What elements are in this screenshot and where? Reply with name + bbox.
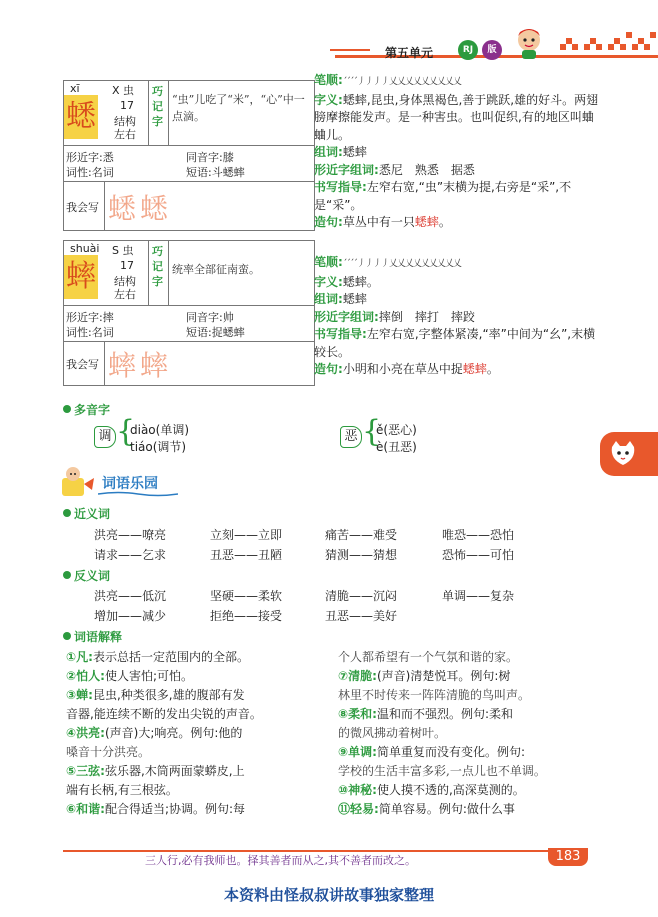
write-practice: 蟀蟀 bbox=[108, 349, 173, 382]
synonym-pair: 丑恶——丑陋 bbox=[210, 548, 283, 562]
poly-reading: ě(恶心) bbox=[376, 423, 417, 437]
duanyu: 短语:捉蟋蟀 bbox=[186, 326, 245, 339]
synonyms-heading: 近义词 bbox=[63, 505, 110, 522]
garden-mascot-icon bbox=[58, 464, 98, 500]
big-char: 蟀 bbox=[64, 255, 98, 299]
poly-char-diao: 调 bbox=[94, 426, 116, 448]
structure-label: 结构 bbox=[114, 115, 136, 128]
mnemonic: “虫”儿吃了“米”，“心”中一点滴。 bbox=[172, 93, 305, 123]
synonym-pair: 唯恐——恐怕 bbox=[442, 528, 515, 542]
antonym-pair: 单调——复杂 bbox=[442, 589, 515, 603]
write-practice: 蟋蟋 bbox=[108, 192, 173, 225]
synonym-pair: 痛苦——难受 bbox=[325, 528, 398, 542]
side-tab bbox=[600, 432, 658, 476]
page-number: 183 bbox=[548, 848, 588, 866]
poly-reading: diào(单调) bbox=[130, 423, 190, 437]
big-char: 蟋 bbox=[64, 95, 98, 139]
mascot-icon bbox=[508, 26, 550, 60]
antonym-pair: 清脆——沉闷 bbox=[325, 589, 398, 603]
structure-value: 左右 bbox=[114, 128, 136, 141]
antonym-pair: 增加——减少 bbox=[94, 609, 167, 623]
synonym-pair: 恐怖——可怕 bbox=[442, 548, 515, 562]
char-info-xi bbox=[314, 72, 604, 232]
pinyin: xī bbox=[70, 82, 80, 95]
char-info-shuai bbox=[314, 254, 604, 379]
antonym-pair: 拒绝——接受 bbox=[210, 609, 283, 623]
bishun-row: 笔顺:ˊˊˊˊ丿丿丿丿乂乂乂乂乂乂乂乂乂 bbox=[314, 255, 461, 269]
cat-mascot-icon bbox=[608, 439, 638, 469]
xingjin-zi: 形近字:摔 bbox=[66, 311, 114, 324]
zaoju-row: 造句:草丛中有一只蟋蟀。 bbox=[314, 215, 451, 229]
brace-icon: { bbox=[362, 414, 382, 449]
brace-icon: { bbox=[116, 414, 136, 449]
polyphonic-heading: 多音字 bbox=[63, 401, 110, 418]
char-card-shuai bbox=[63, 240, 315, 386]
xingjin-zi: 形近字:悉 bbox=[66, 151, 114, 164]
tongyin-zi: 同音字:膝 bbox=[186, 151, 234, 164]
mnemonic: 统率全部征南蛮。 bbox=[172, 263, 260, 276]
rj-badge: RJ bbox=[458, 40, 478, 60]
unit-title: 第五单元 bbox=[385, 46, 434, 60]
radical: X 虫 bbox=[112, 84, 135, 97]
explanations-heading: 词语解释 bbox=[63, 628, 122, 645]
shuxie-row: 书写指导:左窄右宽,“虫”末横为提,右旁是“采”,不是“采”。 bbox=[314, 180, 572, 212]
cixing: 词性:名词 bbox=[66, 326, 114, 339]
char-card-xi bbox=[63, 80, 315, 231]
synonym-pair: 猜测——猜想 bbox=[325, 548, 398, 562]
ziyi-row: 字义:蟋蟀,昆虫,身体黑褐色,善于跳跃,雄的好斗。两翅膀摩擦能发声。是一种害虫。也叫促织,有的地区叫蛐蛐儿。 bbox=[314, 92, 599, 142]
edition-badge: 版 bbox=[482, 40, 502, 60]
shuxie-row: 书写指导:左窄右宽,字整体紧凑,“率”中间为“幺”,末横较长。 bbox=[314, 327, 596, 359]
antonym-pair: 洪亮——低沉 bbox=[94, 589, 167, 603]
write-label: 我会写 bbox=[66, 201, 99, 214]
pinyin: shuài bbox=[70, 242, 100, 255]
footer-quote: 三人行,必有我师也。择其善者而从之,其不善者而改之。 bbox=[145, 854, 416, 867]
bishun-row: 笔顺:ˊˊˊˊ丿丿丿丿乂乂乂乂乂乂乂乂乂 bbox=[314, 73, 461, 87]
ziyi-row: 字义:蟋蟀。 bbox=[314, 274, 379, 289]
qiaoji-label: 巧记字 bbox=[152, 245, 163, 288]
qiaoji-label: 巧记字 bbox=[152, 85, 163, 128]
tongyin-zi: 同音字:帅 bbox=[186, 311, 234, 324]
garden-title: 词语乐园 bbox=[102, 476, 158, 492]
synonym-pair: 请求——乞求 bbox=[94, 548, 167, 562]
antonym-pair: 坚硬——柔软 bbox=[210, 589, 283, 603]
explanations-right: 个人都希望有一个气氛和谐的家。 ⑦清脆:(声音)清楚悦耳。例句:树 林里不时传来一阵阵清脆的鸟叫声。 ⑧柔和:温和而不强烈。例句:柔和 的微风拂动着树叶。 ⑨单调:简单重复而没有变化。例句: 学校的生活丰富多彩,一点儿也不单调。 ⑩神秘:使人摸不透的,高深莫测的。 ⑪轻易:简单容易。例句:做什么事 bbox=[338, 650, 546, 816]
radical: S 虫 bbox=[112, 244, 134, 257]
antonyms-heading: 反义词 bbox=[63, 567, 110, 584]
garden-underline bbox=[98, 491, 178, 497]
zuci-row: 组词:蟋蟀 bbox=[314, 145, 367, 159]
zaoju-row: 造句:小明和小亮在草丛中捉蟋蟀。 bbox=[314, 362, 499, 376]
stroke-count: 17 bbox=[120, 99, 134, 112]
poly-reading: è(丑恶) bbox=[376, 440, 417, 454]
synonym-pair: 立刻——立即 bbox=[210, 528, 283, 542]
antonym-pair: 丑恶——美好 bbox=[325, 609, 398, 623]
structure-value: 左右 bbox=[114, 288, 136, 301]
poly-reading: tiáo(调节) bbox=[130, 440, 187, 454]
explanations-left: ①凡:表示总括一定范围内的全部。 ②怕人:使人害怕;可怕。 ③蝉:昆虫,种类很多,雄的腹部有发 音器,能连续不断的发出尖锐的声音。 ④洪亮:(声音)大;响亮。例句:他的 嗓音十分洪亮。 ⑤三弦:弦乐器,木筒两面蒙蟒皮,上 端有长柄,有三根弦。 ⑥和谐:配合得适当;协调。例句:每 bbox=[66, 650, 262, 816]
write-label: 我会写 bbox=[66, 358, 99, 371]
checker-decoration bbox=[560, 30, 658, 54]
xingjin-row: 形近字组词:摔倒 摔打 摔跤 bbox=[314, 309, 475, 324]
cixing: 词性:名词 bbox=[66, 166, 114, 179]
synonym-pair: 洪亮——嘹亮 bbox=[94, 528, 167, 542]
zuci-row: 组词:蟋蟀 bbox=[314, 292, 367, 306]
stroke-count: 17 bbox=[120, 259, 134, 272]
structure-label: 结构 bbox=[114, 275, 136, 288]
poly-char-e: 恶 bbox=[340, 426, 362, 448]
watermark-text: 本资料由怪叔叔讲故事独家整理 bbox=[223, 886, 434, 904]
duanyu: 短语:斗蟋蟀 bbox=[186, 166, 245, 179]
xingjin-row: 形近字组词:悉尼 熟悉 据悉 bbox=[314, 162, 475, 177]
